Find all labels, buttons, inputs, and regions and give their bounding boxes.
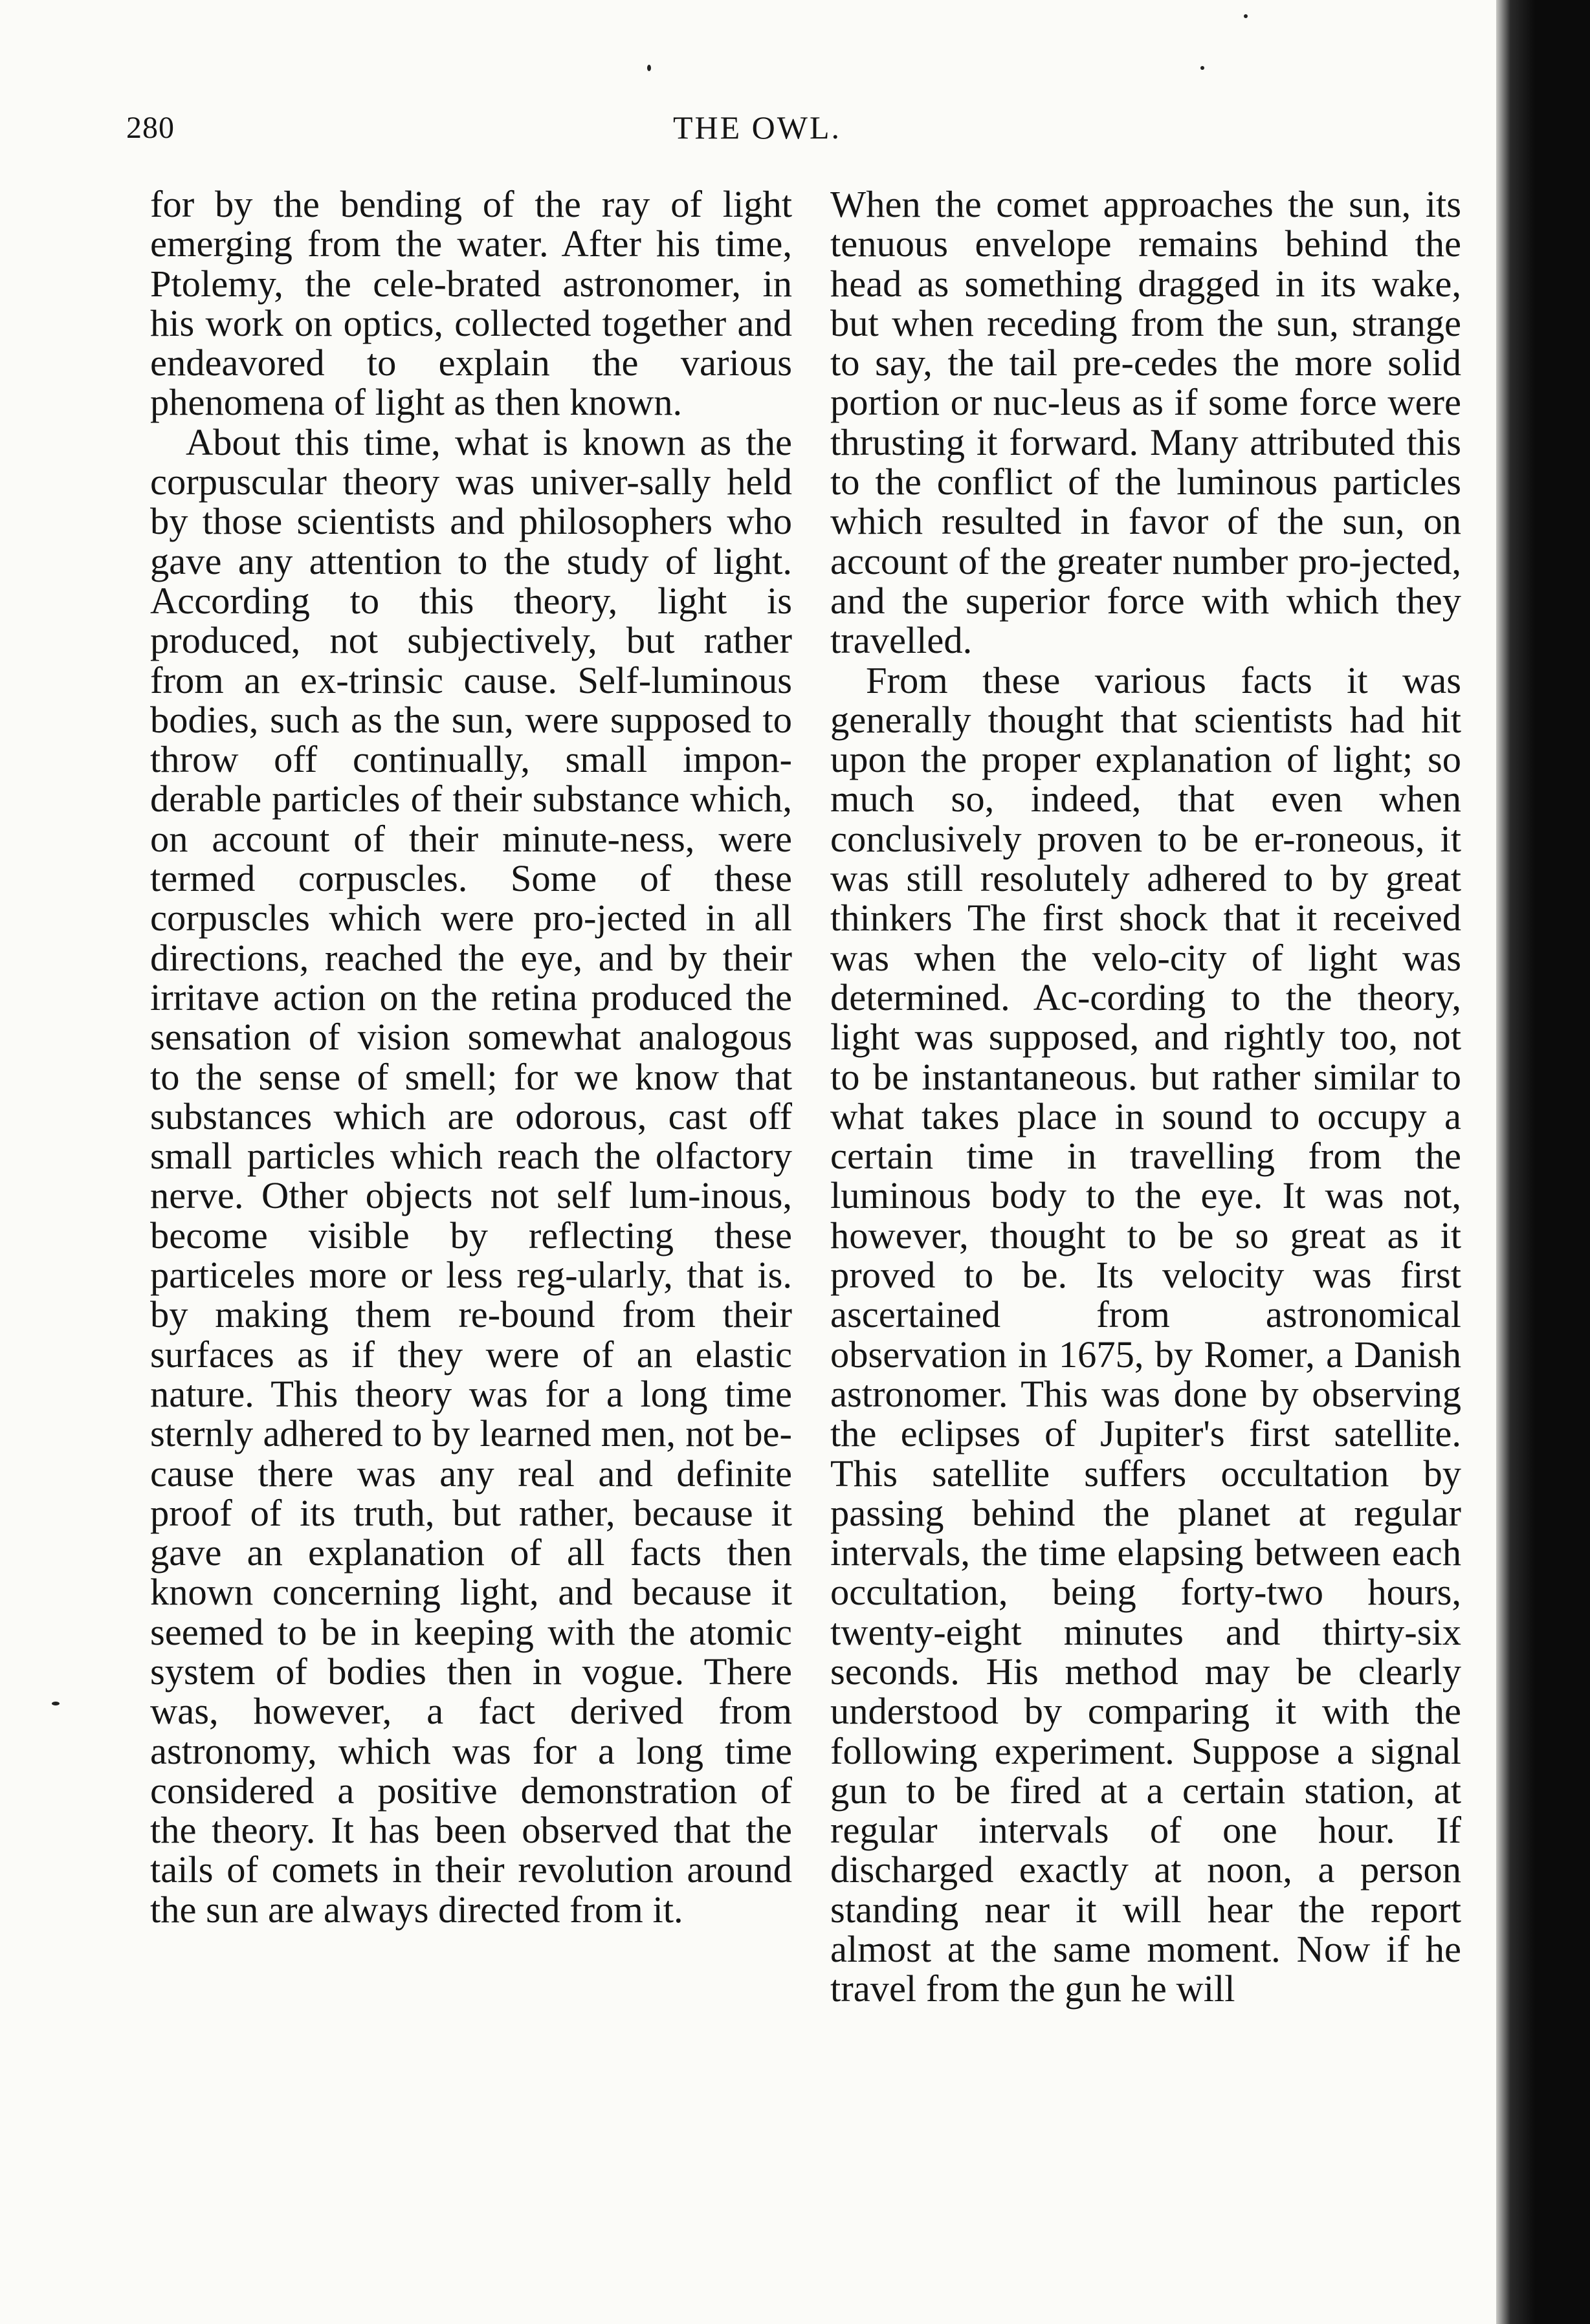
page-binding-shadow — [1496, 0, 1590, 2324]
right-column — [830, 184, 1461, 2009]
page-number: 280 — [126, 111, 175, 145]
running-title: THE OWL. — [672, 109, 842, 146]
left-column — [150, 184, 792, 1929]
scan-speck — [1244, 14, 1248, 18]
scan-speck — [52, 1702, 60, 1705]
left-paragraph-2: About this time, what is known as the corpuscular theory was univer-sally held by those scientists and philosophers who gave any attention to the study of light. According to this theory, light is produced, not subjectively, but rather from an ex-trinsic cause. Self-luminous bodies, such as the sun, were supposed to throw off continually, small impon-derable particles of their substance which, on account of their minute-ness, were termed corpuscles. Some of these corpuscles which were pro-jected in all directions, reached the eye, and by their irritave action on the retina produced the sensation of vision somewhat analogous to the sense of smell; for we know that substances which are odorous, cast off small particles which reach the olfactory nerve. Other objects not self lum-inous, become visible by reflecting these particeles more or less reg-ularly, that is. by making them re-bound from their surfaces as if they were of an elastic nature. This theory was for a long time sternly adhered to by learned men, not be-cause there was any real and definite proof of its truth, but rather, because it gave an explanation of all facts then known concerning light, and because it seemed to be in keeping with the atomic system of bodies then in vogue. There was, however, a fact derived from astronomy, which was for a long time considered a positive demonstration of the theory. It has been observed that the tails of comets in their revolution around the sun are always directed from it. — [150, 421, 792, 1931]
scan-speck — [647, 65, 651, 71]
left-paragraph-1: for by the bending of the ray of light emerging from the water. After his time, Ptolemy, the cele-brated astronomer, in his work on optics, collected together and endeavored to explain the various phenomena of light as then known. — [150, 183, 792, 424]
right-paragraph-1: When the comet approaches the sun, its tenuous envelope remains behind the head as something dragged in its wake, but when receding from the sun, strange to say, the tail pre-cedes the more solid portion or nuc-leus as if some force were thrusting it forward. Many attributed this to the conflict of the luminous particles which resulted in favor of the sun, on account of the greater number pro-jected, and the superior force with which they travelled. — [830, 183, 1461, 662]
scan-speck — [1200, 66, 1204, 70]
right-paragraph-2: From these various facts it was generally thought that scientists had hit upon the proper explanation of light; so much so, indeed, that even when conclusively proven to be er-roneous, it was still resolutely adhered to by great thinkers The first shock that it received was when the velo-city of light was determined. Ac-cording to the theory, light was supposed, and rightly too, not to be instantaneous. but rather similar to what takes place in sound to occupy a certain time in travelling from the luminous body to the eye. It was not, however, thought to be so great as it proved to be. Its velocity was first ascertained from astronomical observation in 1675, by Romer, a Danish astronomer. This was done by observing the eclipses of Jupiter's first satellite. This satellite suffers occultation by passing behind the planet at regular intervals, the time elapsing between each occultation, being forty-two hours, twenty-eight minutes and thirty-six seconds. His method may be clearly understood by comparing it with the following experiment. Suppose a signal gun to be fired at a certain station, at regular intervals of one hour. If discharged exactly at noon, a person standing near it will hear the report almost at the same moment. Now if he travel from the gun he will — [830, 659, 1461, 2010]
